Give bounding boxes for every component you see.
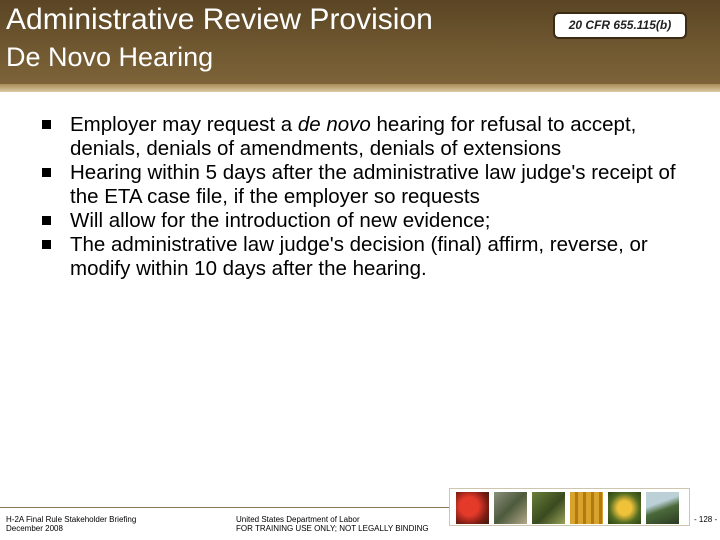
citation-badge: 20 CFR 655.115(b): [553, 12, 687, 39]
bullet-list: [42, 113, 706, 281]
bullet-text-after: hearing for refusal to accept, denials, denials of amendments, denials of extensions: [70, 113, 637, 160]
header-divider: [0, 84, 720, 92]
flowers-photo-icon: [608, 492, 641, 524]
honeycomb-photo-icon: [570, 492, 603, 524]
footer-briefing: [6, 515, 136, 533]
square-bullet-icon: [42, 240, 51, 249]
slide-title: Administrative Review Provision: [6, 3, 433, 36]
footer-briefing-date: December 2008: [6, 524, 63, 533]
bullet-item: [42, 113, 706, 161]
crop-field-photo-icon: [532, 492, 565, 524]
red-produce-photo-icon: [456, 492, 489, 524]
page-number: - 128 -: [694, 515, 718, 524]
footer-briefing-title: H-2A Final Rule Stakeholder Briefing: [6, 515, 137, 524]
square-bullet-icon: [42, 120, 51, 129]
bullet-item: [42, 161, 706, 209]
bullet-text: Will allow for the introduction of new evidence;: [70, 209, 491, 232]
footer-department: [236, 515, 429, 533]
bullet-text: Hearing within 5 days after the administrative law judge's receipt of the ETA case file, if the employer so requests: [70, 161, 676, 208]
bullet-text-before: Employer may request a: [70, 113, 298, 136]
bullet-text: The administrative law judge's decision (final) affirm, reverse, or modify within 10 days after the hearing.: [70, 233, 648, 280]
header-bar: [0, 0, 720, 84]
square-bullet-icon: [42, 216, 51, 225]
tractor-field-photo-icon: [646, 492, 679, 524]
bullet-text-italic: de novo: [297, 113, 371, 136]
footer-divider: [0, 507, 452, 508]
footer-disclaimer: FOR TRAINING USE ONLY; NOT LEGALLY BINDING: [236, 524, 429, 533]
photo-strip: [449, 488, 690, 526]
footer-department-name: United States Department of Labor: [236, 515, 360, 524]
bullet-item: [42, 233, 706, 281]
slide-subtitle: De Novo Hearing: [6, 42, 214, 72]
farm-scene-photo-icon: [494, 492, 527, 524]
bullet-item: [42, 209, 706, 233]
square-bullet-icon: [42, 168, 51, 177]
